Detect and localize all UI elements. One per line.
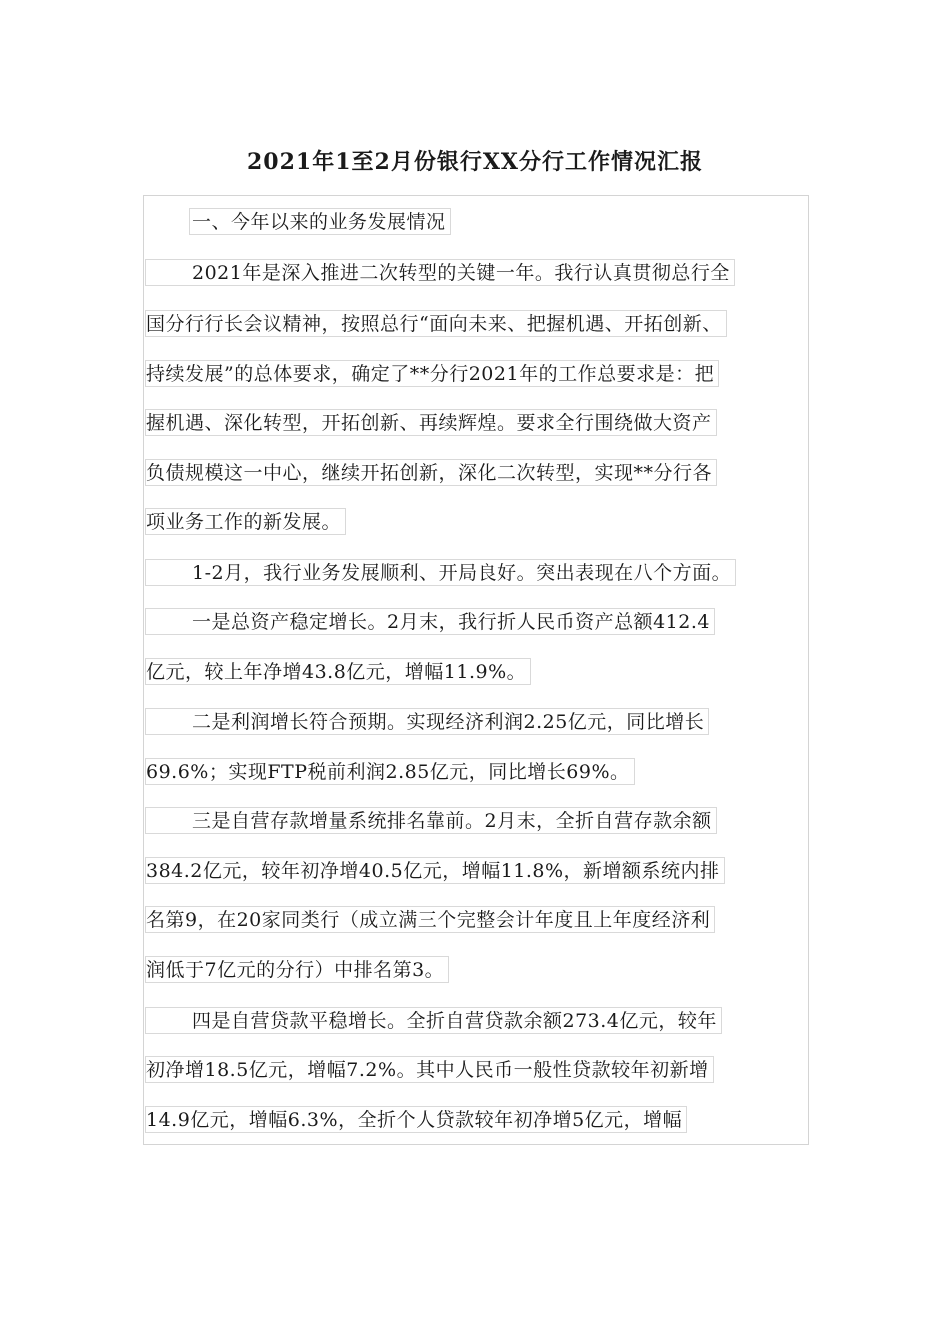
paragraph-line: 四是自营贷款平稳增长。全折自营贷款余额273.4亿元，较年	[145, 1007, 722, 1034]
paragraph-line: 负债规模这一中心，继续开拓创新，深化二次转型，实现**分行各	[145, 459, 717, 486]
paragraph-line: 69.6%；实现FTP税前利润2.85亿元，同比增长69%。	[145, 758, 635, 785]
paragraph-line: 润低于7亿元的分行）中排名第3。	[145, 956, 449, 983]
paragraph-line: 持续发展”的总体要求，确定了**分行2021年的工作总要求是：把	[145, 360, 719, 387]
paragraph-line: 初净增18.5亿元，增幅7.2%。其中人民币一般性贷款较年初新增	[145, 1056, 714, 1083]
paragraph-line: 1-2月，我行业务发展顺利、开局良好。突出表现在八个方面。	[145, 559, 736, 586]
paragraph-line: 384.2亿元，较年初净增40.5亿元，增幅11.8%，新增额系统内排	[145, 857, 725, 884]
paragraph-line: 一是总资产稳定增长。2月末，我行折人民币资产总额412.4	[145, 608, 715, 635]
paragraph-line: 2021年是深入推进二次转型的关键一年。我行认真贯彻总行全	[145, 259, 735, 286]
paragraph-line: 14.9亿元，增幅6.3%，全折个人贷款较年初净增5亿元，增幅	[145, 1106, 687, 1133]
paragraph-line: 亿元，较上年净增43.8亿元，增幅11.9%。	[145, 658, 531, 685]
paragraph-line: 国分行行长会议精神，按照总行“面向未来、把握机遇、开拓创新、	[145, 310, 727, 337]
document-title: 2021年1至2月份银行XX分行工作情况汇报	[247, 149, 703, 175]
paragraph-line: 三是自营存款增量系统排名靠前。2月末，全折自营存款余额	[145, 807, 717, 834]
paragraph-line: 握机遇、深化转型，开拓创新、再续辉煌。要求全行围绕做大资产	[145, 409, 717, 436]
section-heading: 一、今年以来的业务发展情况	[189, 208, 451, 235]
paragraph-line: 名第9，在20家同类行（成立满三个完整会计年度且上年度经济利	[145, 906, 715, 933]
paragraph-line: 二是利润增长符合预期。实现经济利润2.25亿元，同比增长	[145, 708, 709, 735]
paragraph-line: 项业务工作的新发展。	[145, 508, 346, 535]
